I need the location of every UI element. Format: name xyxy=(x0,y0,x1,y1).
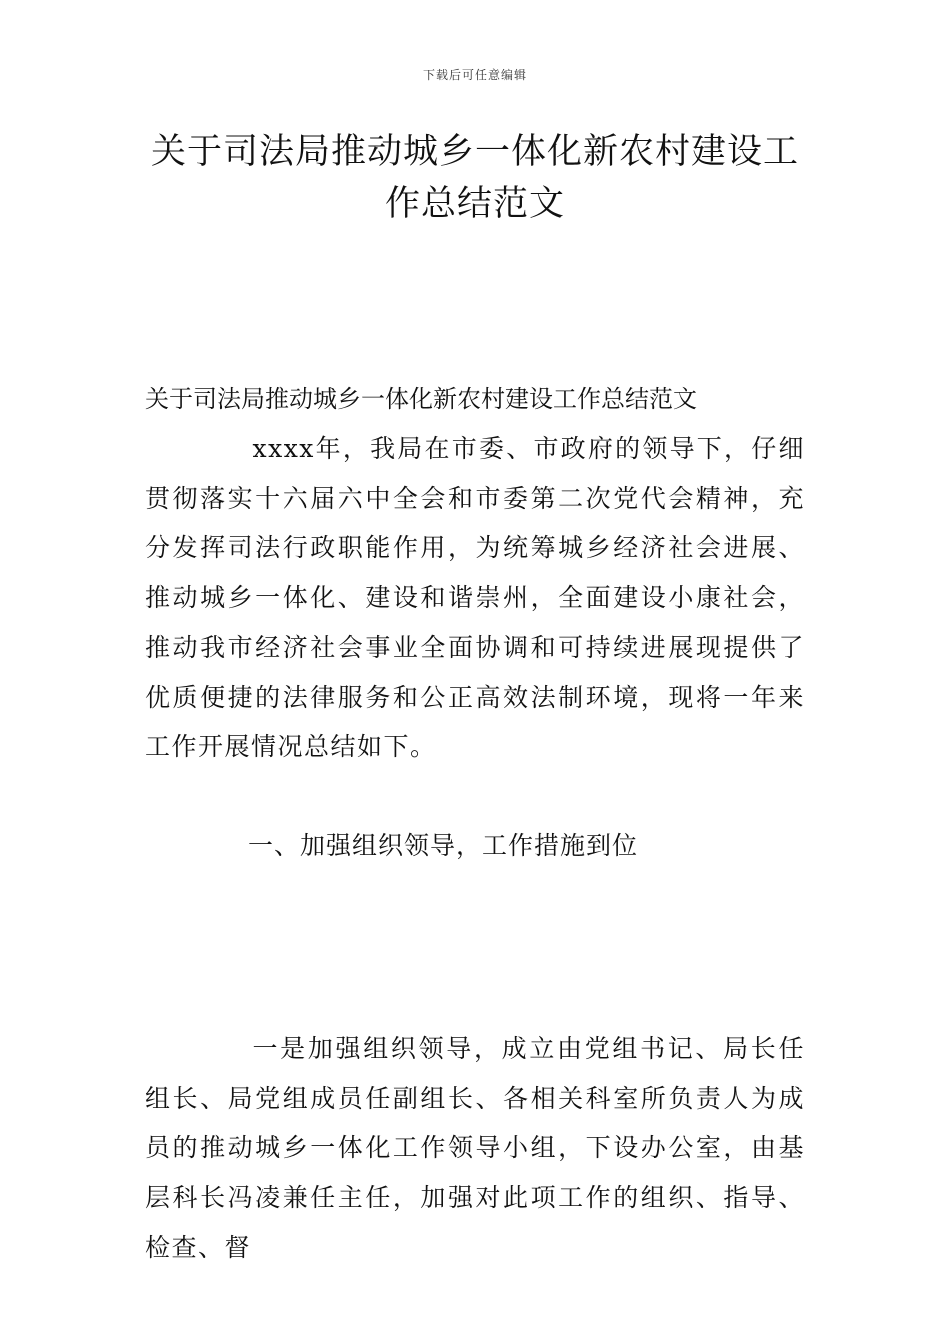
section-heading: 一、加强组织领导，工作措施到位 xyxy=(248,831,639,860)
header-note: 下载后可任意编辑 xyxy=(422,68,527,82)
body-paragraph-intro: xxxx年，我局在市委、市政府的领导下，仔细贯彻落实十六届六中全会和市委第二次党代会精神，充分发挥司法行政职能作用，为统筹城乡经济社会进展、推动城乡一体化、建设和谐崇州，全面建设小康社会，推动我市经济社会事业全面协调和可持续进展现提供了优质便捷的法律服务和公正高效法制环境，现将一年来工作开展情况总结如下。 xyxy=(145,434,805,762)
document-subtitle: 关于司法局推动城乡一体化新农村建设工作总结范文 xyxy=(145,385,697,413)
body-paragraph-organization: 一是加强组织领导，成立由党组书记、局长任组长、局党组成员任副组长、各相关科室所负责人为成员的推动城乡一体化工作领导小组，下设办公室，由基层科长冯凌兼任主任，加强对此项工作的组织、指导、检查、督 xyxy=(145,1034,805,1262)
document-title: 关于司法局推动城乡一体化新农村建设工作总结范文 xyxy=(150,132,799,224)
